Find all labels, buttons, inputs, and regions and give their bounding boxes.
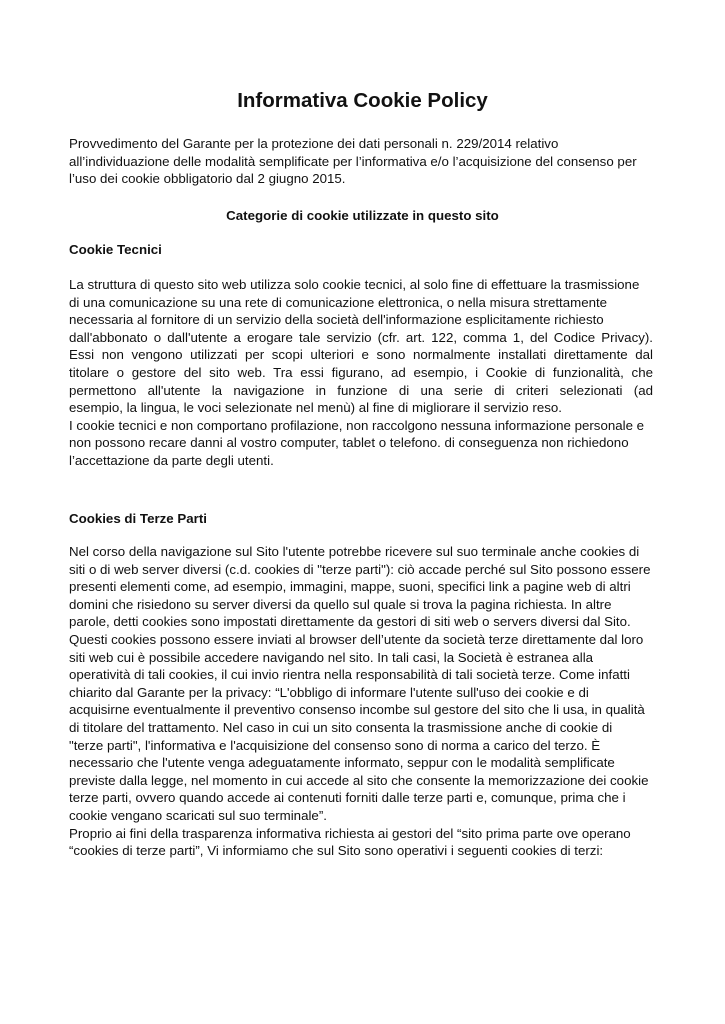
- paragraph-line: Essi non vengono utilizzati per scopi ulteriori e sono normalmente installati direttamente dal: [69, 347, 653, 363]
- paragraph-line: parole, detti cookies sono impostati direttamente da gestori di siti web o servers diversi dal Sito.: [69, 614, 631, 630]
- intro-paragraph: [69, 135, 653, 188]
- paragraph-line: Proprio ai fini della trasparenza informativa richiesta ai gestori del “sito prima parte ove operano: [69, 825, 631, 841]
- categories-heading: Categorie di cookie utilizzate in questo sito: [226, 208, 499, 223]
- paragraph-line: Questi cookies possono essere inviati al browser dell’utente da società terze direttamente dal loro: [69, 631, 644, 647]
- paragraph-line: di una comunicazione su una rete di comunicazione elettronica, o nella misura strettamente: [69, 294, 608, 310]
- paragraph-line: l’accettazione da parte degli utenti.: [69, 452, 274, 468]
- paragraph-line: domini che risiedono su server diversi da quello sul quale si trova la pagina richiesta. In altre: [69, 596, 612, 612]
- paragraph-line: chiarito dal Garante per la privacy: “L'obbligo di informare l'utente sull'uso dei cookie e di: [69, 684, 589, 700]
- paragraph-line: siti web cui è possibile accedere navigando nel sito. In tali casi, la Società è estranea alla: [69, 649, 594, 665]
- paragraph-line: previste dalla legge, nel momento in cui accede al sito che consente la memorizzazione dei cookie: [69, 772, 649, 788]
- paragraph-line: esempio, la lingua, le voci selezionate nel menù) al fine di migliorare il servizio reso.: [69, 400, 562, 416]
- paragraph-line: dall'abbonato o dall'utente a erogare tale servizio (cfr. art. 122, comma 1, del Codice Privacy).: [69, 329, 653, 345]
- paragraph-line: necessario che l'utente venga adeguatamente informato, seppur con le modalità semplificate: [69, 755, 615, 771]
- paragraph-line: terze parti, ovvero quando accede ai contenuti forniti dalle terze parti e, comunque, prima che i: [69, 790, 626, 806]
- paragraph-line: cookie vengano scaricati sul suo terminale”.: [69, 807, 327, 823]
- paragraph-line: necessaria al fornitore di un servizio della società dell'informazione esplicitamente richiesto: [69, 312, 604, 328]
- technical-cookies-heading: Cookie Tecnici: [69, 242, 162, 257]
- paragraph-line: siti o di web server diversi (c.d. cookies di "terze parti"): ciò accade perché sul Sito possono essere: [69, 561, 651, 577]
- intro-line: l’uso dei cookie obbligatorio dal 2 giugno 2015.: [69, 171, 346, 187]
- paragraph-line: titolare o gestore del sito web. Tra essi figurano, ad esempio, i Cookie di funzionalità, che: [69, 364, 653, 380]
- paragraph-line: I cookie tecnici e non comportano profilazione, non raccolgono nessuna informazione personale e: [69, 417, 645, 433]
- technical-cookies-paragraph: [69, 276, 653, 470]
- document-title: Informativa Cookie Policy: [237, 89, 488, 112]
- paragraph-line: presenti elementi come, ad esempio, immagini, mappe, suoni, specifici link a pagine web di altri: [69, 579, 631, 595]
- intro-line: Provvedimento del Garante per la protezione dei dati personali n. 229/2014 relativo: [69, 136, 559, 151]
- intro-line: all’individuazione delle modalità semplificate per l’informativa e/o l’acquisizione del consenso per: [69, 153, 637, 169]
- paragraph-line: di titolare del trattamento. Nel caso in cui un sito consenta la trasmissione anche di cookie di: [69, 719, 613, 735]
- paragraph-line: La struttura di questo sito web utilizza solo cookie tecnici, al solo fine di effettuare la trasmissione: [69, 277, 640, 292]
- paragraph-line: "terze parti", l'informativa e l'acquisizione del consenso sono di norma a carico del terzo. È: [69, 737, 601, 753]
- paragraph-line: Nel corso della navigazione sul Sito l'utente potrebbe ricevere sul suo terminale anche cookies di: [69, 544, 640, 559]
- paragraph-line: permettono all'utente la navigazione in funzione di una serie di criteri selezionati (ad: [69, 382, 653, 398]
- paragraph-line: acquisirne eventualmente il preventivo consenso incombe sul gestore del sito che li usa, in qualità: [69, 702, 645, 718]
- paragraph-line: non possono recare danni al vostro computer, tablet o telefono. di conseguenza non richiedono: [69, 435, 629, 451]
- paragraph-line: “cookies di terze parti”, Vi informiamo che sul Sito sono operativi i seguenti cookies di terzi:: [69, 843, 604, 859]
- third-party-cookies-paragraph: [69, 543, 653, 860]
- third-party-cookies-heading: Cookies di Terze Parti: [69, 511, 207, 526]
- paragraph-line: operatività di tali cookies, il cui invio rientra nella responsabilità di tali società terze. Come infatti: [69, 667, 630, 683]
